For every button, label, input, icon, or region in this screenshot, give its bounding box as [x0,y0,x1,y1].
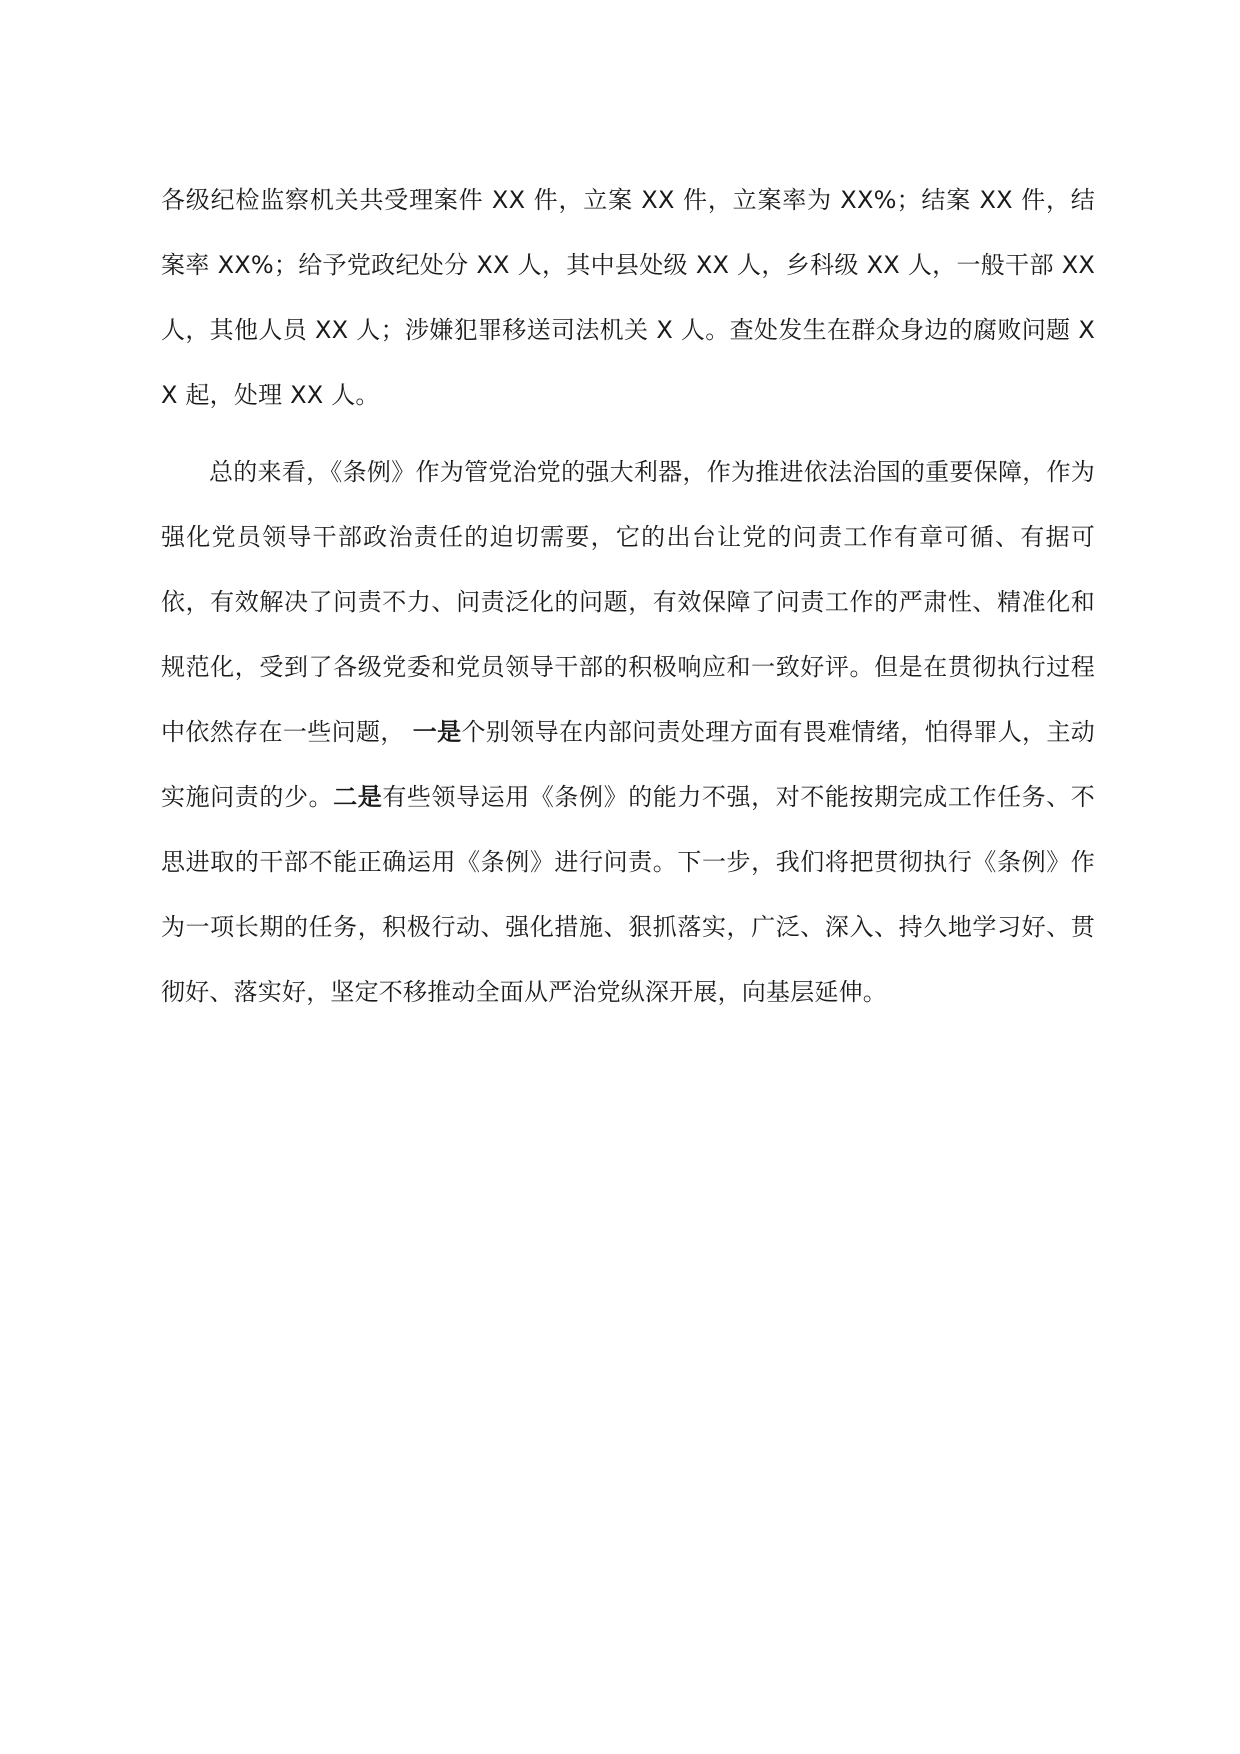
summary-point-two-label: 二是 [333,783,383,811]
paragraph-statistics: 各级纪检监察机关共受理案件 XX 件，立案 XX 件，立案率为 XX%；结案 XX 件，结案率 XX%；给予党政纪处分 XX 人，其中县处级 XX 人，乡科级 XX 人，一般干部 XX 人，其他人员 XX 人；涉嫌犯罪移送司法机关 X 人。查处发生在群众身边的腐败问题 XX 起，处理 XX 人。 [161,186,1095,409]
document-body [161,168,1095,1025]
summary-text-part2: 个别领导在内部问责处理方面有畏难情绪，怕得罪人，主动实施问责的少。 [161,718,1096,811]
summary-text-part1: 总的来看，《条例》作为管党治党的强大利器，作为推进依法治国的重要保障，作为强化党员领导干部政治责任的迫切需要，它的出台让党的问责工作有章可循、有据可依，有效解决了问责不力、问责泛化的问题，有效保障了问责工作的严肃性、精准化和规范化，受到了各级党委和党员领导干部的积极响应和一致好评。但是在贯彻执行过程中依然存在一些问题， [161,458,1095,746]
summary-text-part3: 有些领导运用《条例》的能力不强，对不能按期完成工作任务、不思进取的干部不能正确运用《条例》进行问责。下一步，我们将把贯彻执行《条例》作为一项长期的任务，积极行动、强化措施、狠抓落实，广泛、深入、持久地学习好、贯彻好、落实好，坚定不移推动全面从严治党纵深开展，向基层延伸。 [161,783,1095,1006]
summary-point-one-label: 一是 [412,718,462,746]
paragraph-summary [161,440,1095,1025]
